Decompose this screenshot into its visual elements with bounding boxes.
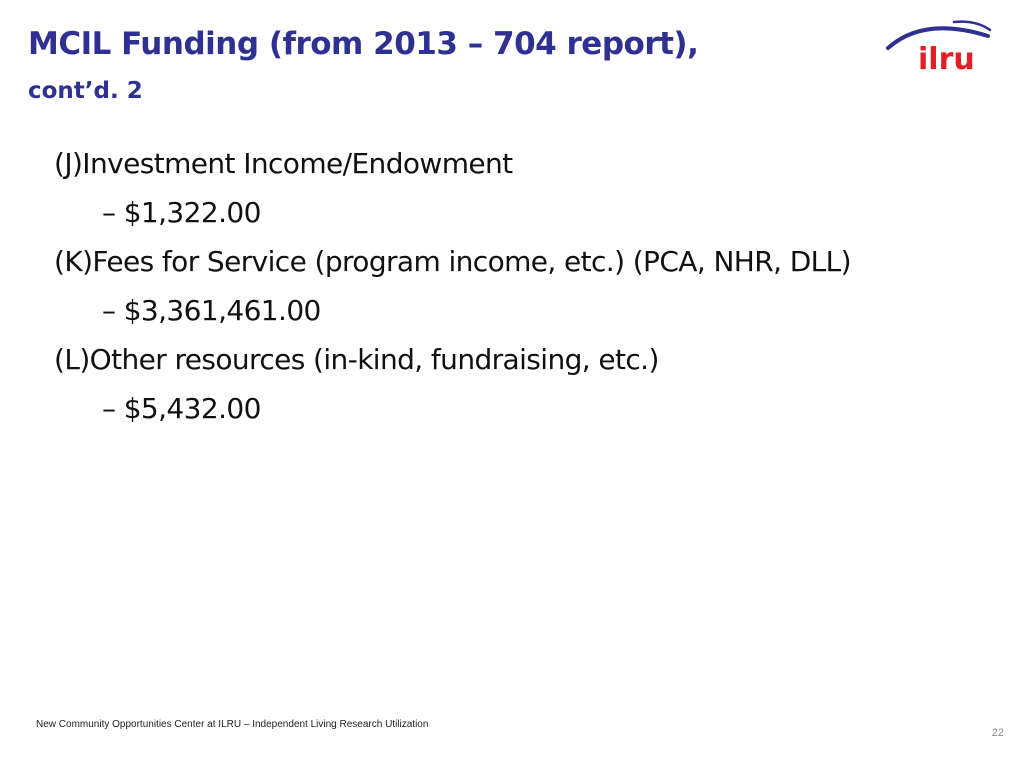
slide-subtitle: cont’d. 2 — [28, 78, 143, 104]
footer-text: New Community Opportunities Center at ILRU – Independent Living Research Utilization — [36, 719, 429, 730]
logo-text: ilru — [918, 42, 975, 74]
item-k-label: (K)Fees for Service (program income, etc.) (PCA, NHR, DLL) — [54, 245, 851, 278]
body-content — [54, 142, 994, 436]
item-j-label: (J)Investment Income/Endowment — [54, 147, 513, 180]
item-j-amount: – $1,322.00 — [102, 196, 261, 229]
item-l-amount: – $5,432.00 — [102, 392, 261, 425]
page-number: 22 — [991, 727, 1004, 739]
item-l-label: (L)Other resources (in-kind, fundraising, etc.) — [54, 343, 659, 376]
slide-title: MCIL Funding (from 2013 – 704 report), — [28, 26, 699, 62]
ilru-logo-graphic — [884, 14, 994, 74]
item-k-amount: – $3,361,461.00 — [102, 294, 321, 327]
ilru-logo-icon — [884, 14, 994, 74]
